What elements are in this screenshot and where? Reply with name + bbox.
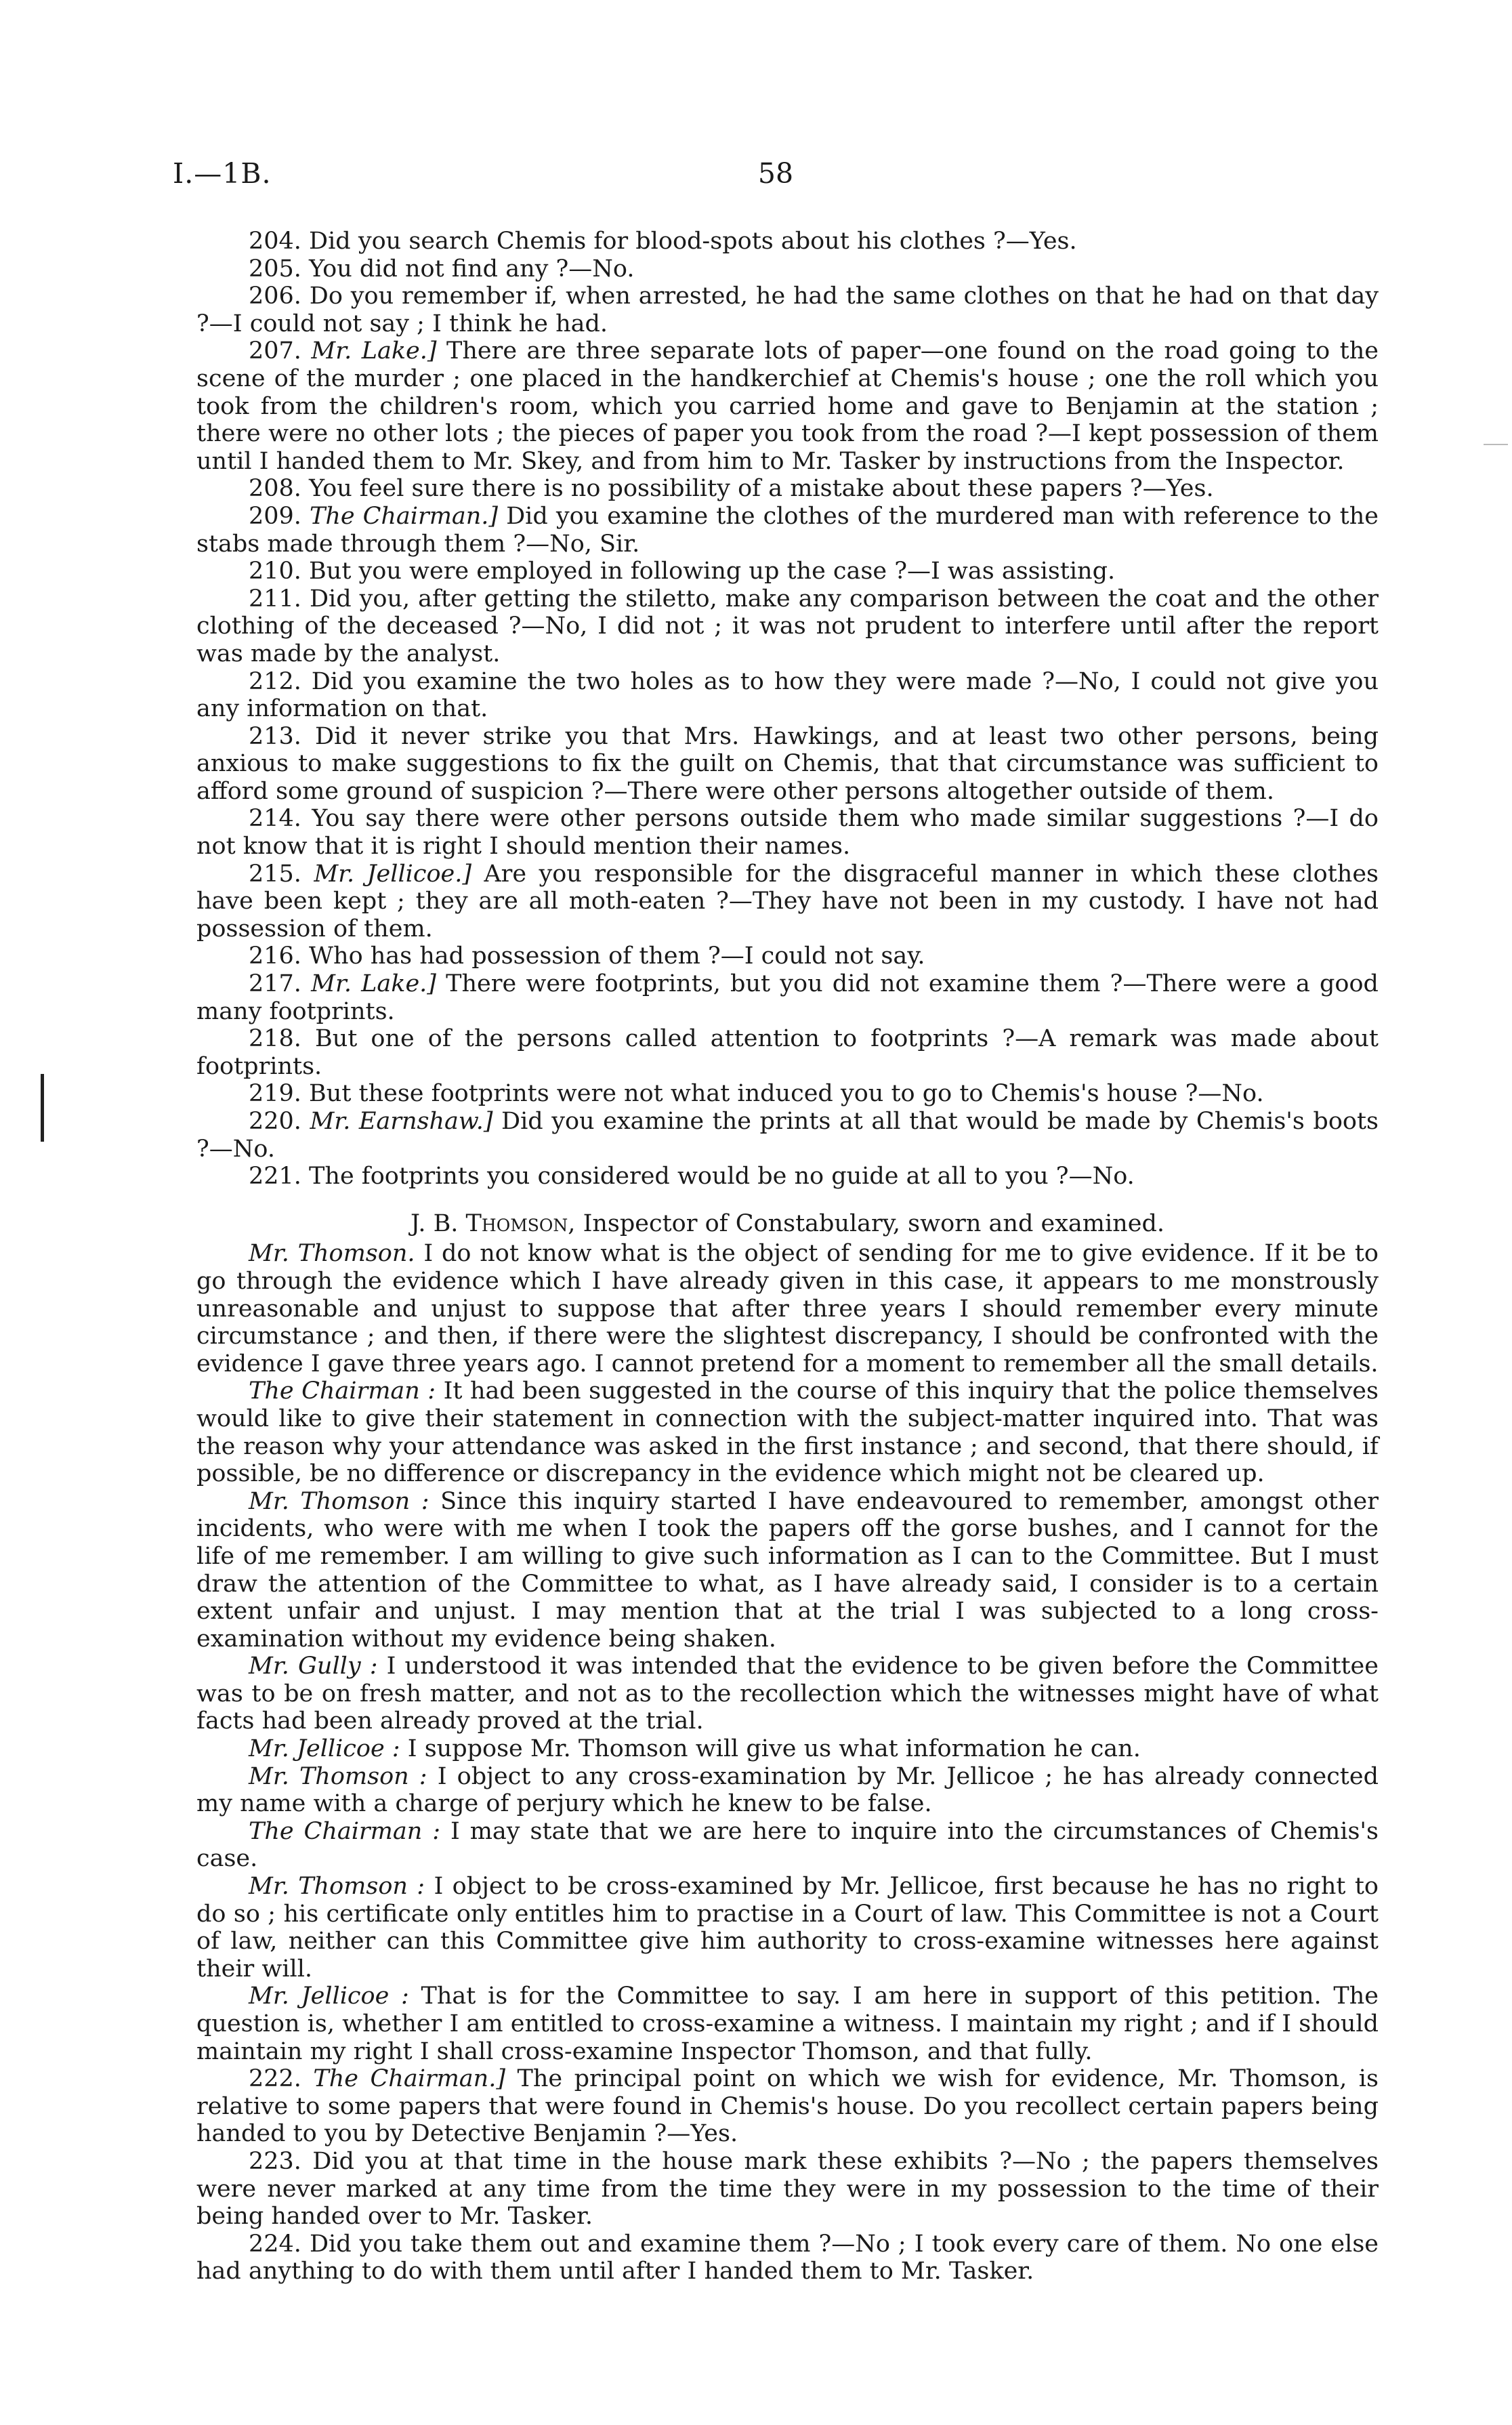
question-paragraph [196, 970, 1379, 1025]
paragraph-text: 214. You say there were other persons outside them who made similar suggestions ?—I do not know that it is right I should mention their names. [196, 805, 1379, 861]
statement-paragraph [196, 1983, 1379, 2065]
question-paragraph [196, 228, 1379, 255]
speaker-name: Mr. Thomson : [249, 1487, 429, 1515]
paragraph-text: I understood it was intended that the evidence to be given before the Committee was to be on fresh matter, and not as to the recollection which the witnesses might have of what facts had been already proved at the trial. [196, 1653, 1379, 1735]
paragraph-text: Did you examine the prints at all that would be made by Chemis's boots ?—No. [196, 1108, 1379, 1163]
paragraph-text: 211. Did you, after getting the stiletto, make any comparison between the coat and the other clothing of the deceased ?—No, I did not ; it was not prudent to interfere until after the report was made by the analyst. [196, 585, 1379, 667]
paper-reference: I.—1B. [173, 157, 272, 190]
statement-paragraph [196, 1240, 1379, 1377]
question-paragraph [196, 337, 1379, 475]
speaker-name: Mr. Gully : [249, 1653, 378, 1680]
statement-paragraph [196, 1653, 1379, 1735]
question-number: 217. [249, 970, 301, 998]
speaker-name: The Chairman : [249, 1817, 440, 1845]
question-number: 222. [249, 2065, 301, 2093]
statement-paragraph [196, 1377, 1379, 1487]
questions-section-1 [196, 228, 1379, 1190]
paragraph-text: I may state that we are here to inquire into the circumstances of Chemis's case. [196, 1817, 1379, 1873]
speaker-name: Mr. Jellicoe.] [314, 860, 472, 888]
speaker-name: Mr. Earnshaw.] [310, 1108, 493, 1135]
speaker-name: Mr. Lake.] [311, 337, 437, 365]
page-header [173, 157, 1379, 198]
speaker-name: Mr. Jellicoe : [249, 1735, 400, 1763]
question-paragraph [196, 668, 1379, 723]
speaker-name: Mr. Lake.] [311, 970, 436, 998]
question-paragraph [196, 503, 1379, 558]
speaker-name: Mr. Thomson. [249, 1240, 415, 1268]
paragraph-text: There were footprints, but you did not examine them ?—There were a good many footprints. [196, 970, 1379, 1025]
paragraph-text: 216. Who has had possession of them ?—I could not say. [249, 942, 925, 970]
paragraph-text: 219. But these footprints were not what induced you to go to Chemis's house ?—No. [249, 1080, 1264, 1108]
question-paragraph [196, 475, 1379, 503]
statement-paragraph [196, 1488, 1379, 1653]
speaker-name: The Chairman.] [313, 2065, 505, 2093]
question-paragraph [196, 861, 1379, 943]
question-paragraph [196, 558, 1379, 585]
question-paragraph [196, 255, 1379, 283]
paragraph-text: 206. Do you remember if, when arrested, he had the same clothes on that he had on that day ?—I could not say ; I think he had. [196, 283, 1379, 337]
question-paragraph [196, 1108, 1379, 1163]
paragraph-text: It had been suggested in the course of this inquiry that the police themselves would like to give their statement in connection with the subject-matter inquired into. That was the reason why your attendance was asked in the first instance ; and second, that there should, if possible, be no difference or discrepancy in the evidence which might not be cleared up. [196, 1377, 1379, 1488]
question-number: 220. [249, 1108, 301, 1135]
question-number: 207. [249, 337, 301, 365]
question-number: 209. [249, 502, 301, 530]
statement-paragraph [196, 1735, 1379, 1763]
paragraph-text: The principal point on which we wish for evidence, Mr. Thomson, is relative to some papers that were found in Chemis's house. Do you recollect certain papers being handed to you by Detective Benjamin ?—Yes. [196, 2065, 1379, 2148]
questions-section-2 [196, 2065, 1379, 2285]
statements-section [196, 1240, 1379, 2065]
page-number: 58 [757, 157, 794, 190]
paragraph-text: There are three separate lots of paper—one found on the road going to the scene of the murder ; one placed in the handkerchief at Chemis's house ; one the roll which you took from the children's room, which you carried home and gave to Benjamin at the station ; there were no other lots ; the pieces of paper you took from the road ?—I kept possession of them until I handed them to Mr. Skey, and from him to Mr. Tasker by instructions from the Inspector. [196, 337, 1379, 475]
paragraph-text: Since this inquiry started I have endeavoured to remember, amongst other incidents, who were with me when I took the papers off the gorse bushes, and I cannot for the life of me remember. I am willing to give such information as I can to the Committee. But I must draw the attention of the Committee to what, as I have already said, I consider is to a certain extent unfair and unjust. I may mention that at the trial I was subjected to a long cross-examination without my evidence being shaken. [196, 1487, 1379, 1653]
witness-heading [196, 1210, 1379, 1238]
paragraph-text: I object to any cross-examination by Mr. Jellicoe ; he has already connected my name with a charge of perjury which he knew to be false. [196, 1762, 1379, 1818]
speaker-name: Mr. Thomson : [249, 1873, 425, 1901]
question-paragraph [196, 942, 1379, 970]
paragraph-text: 212. Did you examine the two holes as to how they were made ?—No, I could not give you any information on that. [196, 667, 1379, 723]
speaker-name: Mr. Thomson : [249, 1762, 427, 1790]
paragraph-text: 223. Did you at that time in the house mark these exhibits ?—No ; the papers themselves were never marked at any time from the time they were in my possession to the time of their being handed over to Mr. Tasker. [196, 2147, 1379, 2231]
question-paragraph [196, 2148, 1379, 2231]
statement-paragraph [196, 1818, 1379, 1873]
speaker-name: The Chairman.] [309, 502, 499, 530]
witness-description: Inspector of Constabulary, sworn and examined. [583, 1209, 1164, 1237]
paragraph-text: I object to be cross-examined by Mr. Jellicoe, first because he has no right to do so ; his certificate only entitles him to practise in a Court of law. This Committee is not a Court of law, neither can this Committee give him authority to cross-examine witnesses here against their will. [196, 1873, 1379, 1983]
question-paragraph [196, 585, 1379, 668]
paragraph-text: Did you examine the clothes of the murdered man with reference to the stabs made through them ?—No, Sir. [196, 502, 1379, 558]
paragraph-text: Are you responsible for the disgraceful manner in which these clothes have been kept ; they are all moth-eaten ?—They have not been in my custody. I have not had possession of them. [196, 860, 1379, 942]
paragraph-text: 208. You feel sure there is no possibility of a mistake about these papers ?—Yes. [249, 475, 1214, 503]
question-paragraph [196, 805, 1379, 860]
paragraph-text: 218. But one of the persons called attention to footprints ?—A remark was made about footprints. [196, 1025, 1379, 1080]
statement-paragraph [196, 1763, 1379, 1818]
witness-name: J. B. Thomson, [411, 1209, 576, 1237]
paragraph-text: I do not know what is the object of sending for me to give evidence. If it be to go through the evidence which I have already given in this case, it appears to me monstrously unreasonable and unjust to suppose that after three years I should remember every minute circumstance ; and then, if there were the slightest discrepancy, I should be confronted with the evidence I gave three years ago. I cannot pretend for a moment to remember all the small details. [196, 1240, 1379, 1377]
question-paragraph [196, 2065, 1379, 2148]
paragraph-text: 221. The footprints you considered would be no guide at all to you ?—No. [249, 1163, 1135, 1190]
paragraph-text: 205. You did not find any ?—No. [249, 255, 635, 283]
question-paragraph [196, 283, 1379, 337]
question-paragraph [196, 1163, 1379, 1190]
paragraph-text: 210. But you were employed in following up the case ?—I was assisting. [249, 558, 1116, 585]
speaker-name: Mr. Jellicoe : [249, 1983, 409, 2010]
margin-tick [1484, 444, 1508, 445]
margin-mark [41, 1074, 44, 1142]
paragraph-text: I suppose Mr. Thomson will give us what information he can. [407, 1735, 1141, 1763]
question-paragraph [196, 1025, 1379, 1080]
question-paragraph [196, 1080, 1379, 1108]
paragraph-text: 224. Did you take them out and examine them ?—No ; I took every care of them. No one else had anything to do with them until after I handed them to Mr. Tasker. [196, 2230, 1379, 2285]
question-paragraph [196, 723, 1379, 806]
paragraph-text: 213. Did it never strike you that Mrs. Hawkings, and at least two other persons, being anxious to make suggestions to fix the guilt on Chemis, that that circumstance was sufficient to afford some ground of suspicion ?—There were other persons altogether outside of them. [196, 722, 1379, 805]
statement-paragraph [196, 1873, 1379, 1983]
question-paragraph [196, 2231, 1379, 2285]
paragraph-text: That is for the Committee to say. I am here in support of this petition. The question is, whether I am entitled to cross-examine a witness. I maintain my right ; and if I should maintain my right I shall cross-examine Inspector Thomson, and that fully. [196, 1983, 1379, 2065]
evidence-body [196, 228, 1379, 2285]
speaker-name: The Chairman : [249, 1377, 436, 1405]
question-number: 215. [249, 860, 301, 888]
paragraph-text: 204. Did you search Chemis for blood-spots about his clothes ?—Yes. [249, 228, 1077, 255]
